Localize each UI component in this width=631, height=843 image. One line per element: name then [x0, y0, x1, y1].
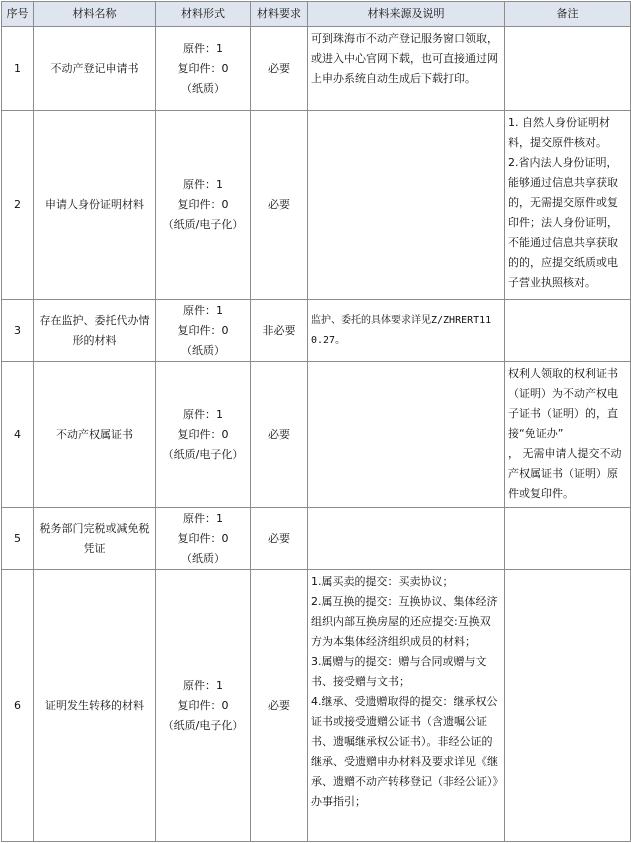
row-note: [505, 362, 631, 508]
row-note: [505, 508, 631, 570]
row-source: [308, 362, 505, 508]
row-seq: 1: [2, 27, 34, 111]
header-requirement: 材料要求: [251, 2, 308, 27]
row-note: [505, 570, 631, 842]
source-item: 4.继承、受遗赠取得的提交：继承权公证书或接受遗赠公证书（含遗嘱公证书、遗嘱继承权公证书）。非经公证的继承、受遗赠申办材料及要求详见《继承、遗赠不动产转移登记（非经公证）》办事指引；: [311, 695, 498, 808]
row-seq: 5: [2, 508, 34, 570]
row-material-name: 存在监护、委托代办情形的材料: [34, 300, 156, 362]
row-source: [308, 570, 505, 842]
source-item: 2.属互换的提交：互换协议、集体经济组织内部互换房屋的还应提交:互换双方为本集体经济组织成员的材料；: [311, 595, 498, 648]
source-item: 1.属买卖的提交：买卖协议；: [311, 575, 454, 588]
row-requirement: 必要: [251, 111, 308, 300]
header-name: 材料名称: [34, 2, 156, 27]
header-source: 材料来源及说明: [308, 2, 505, 27]
header-seq: 序号: [2, 2, 34, 27]
table-row: [2, 570, 631, 842]
form-medium: （纸质/电子化）: [162, 447, 244, 461]
row-material-form: [156, 570, 251, 842]
form-original: 原件：1: [183, 41, 223, 55]
header-note: 备注: [505, 2, 631, 27]
row-material-form: [156, 111, 251, 300]
row-source: 监护、委托的具体要求详见Z/ZHRERT110.27。: [308, 300, 505, 362]
row-source: [308, 111, 505, 300]
note-item: 权利人领取的权利证书（证明）为不动产权电子证书（证明）的，直接“免证办”: [508, 367, 618, 440]
form-copy: 复印件：0: [177, 531, 229, 545]
form-original: 原件：1: [183, 178, 223, 191]
row-seq: 3: [2, 300, 34, 362]
row-material-name: 税务部门完税或减免税凭证: [34, 508, 156, 570]
row-material-name: 证明发生转移的材料: [34, 570, 156, 842]
form-medium: （纸质/电子化）: [162, 218, 244, 231]
table-row: [2, 111, 631, 300]
form-copy: 复印件：0: [177, 427, 229, 441]
header-form: 材料形式: [156, 2, 251, 27]
form-copy: 复印件：0: [177, 198, 229, 211]
row-requirement: 必要: [251, 27, 308, 111]
row-seq: 4: [2, 362, 34, 508]
form-original: 原件：1: [183, 678, 223, 692]
row-requirement: 必要: [251, 508, 308, 570]
row-seq: 2: [2, 111, 34, 300]
row-requirement: 必要: [251, 570, 308, 842]
form-copy: 复印件：0: [177, 61, 229, 75]
note-item: ， 无需申请人提交不动产权属证书（证明）原件或复印件。: [508, 447, 622, 500]
note-item: 1. 自然人身份证明材料，提交原件核对。: [508, 116, 610, 149]
materials-table: [1, 1, 631, 842]
form-medium: （纸质）: [181, 343, 225, 357]
table-row: [2, 27, 631, 111]
row-requirement: 必要: [251, 362, 308, 508]
row-note: [505, 27, 631, 111]
table-row: [2, 300, 631, 362]
row-material-name: 申请人身份证明材料: [34, 111, 156, 300]
row-note: [505, 111, 631, 300]
row-material-form: [156, 362, 251, 508]
row-source: 可到珠海市不动产登记服务窗口领取，或进入中心官网下载，也可直接通过网上申办系统自动生成后下载打印。: [308, 27, 505, 111]
form-original: 原件：1: [183, 303, 223, 317]
row-material-name: 不动产权属证书: [34, 362, 156, 508]
source-item: 3.属赠与的提交：赠与合同或赠与文书、接受赠与文书；: [311, 655, 487, 688]
note-item: 2.省内法人身份证明，能够通过信息共享获取的，无需提交原件或复印件；法人身份证明，不能通过信息共享获取的的，应提交纸质或电子营业执照核对。: [508, 156, 618, 289]
row-note: [505, 300, 631, 362]
form-medium: （纸质）: [181, 551, 225, 565]
row-material-form: [156, 27, 251, 111]
form-original: 原件：1: [183, 407, 223, 421]
form-original: 原件：1: [183, 511, 223, 525]
form-medium: （纸质/电子化）: [162, 718, 244, 732]
table-row: [2, 362, 631, 508]
row-requirement: 非必要: [251, 300, 308, 362]
row-source: [308, 508, 505, 570]
row-material-form: [156, 508, 251, 570]
row-seq: 6: [2, 570, 34, 842]
form-copy: 复印件：0: [177, 698, 229, 712]
table-header-row: [2, 2, 631, 27]
table-row: [2, 508, 631, 570]
form-copy: 复印件：0: [177, 323, 229, 337]
form-medium: （纸质）: [181, 81, 225, 95]
row-material-form: [156, 300, 251, 362]
row-material-name: 不动产登记申请书: [34, 27, 156, 111]
